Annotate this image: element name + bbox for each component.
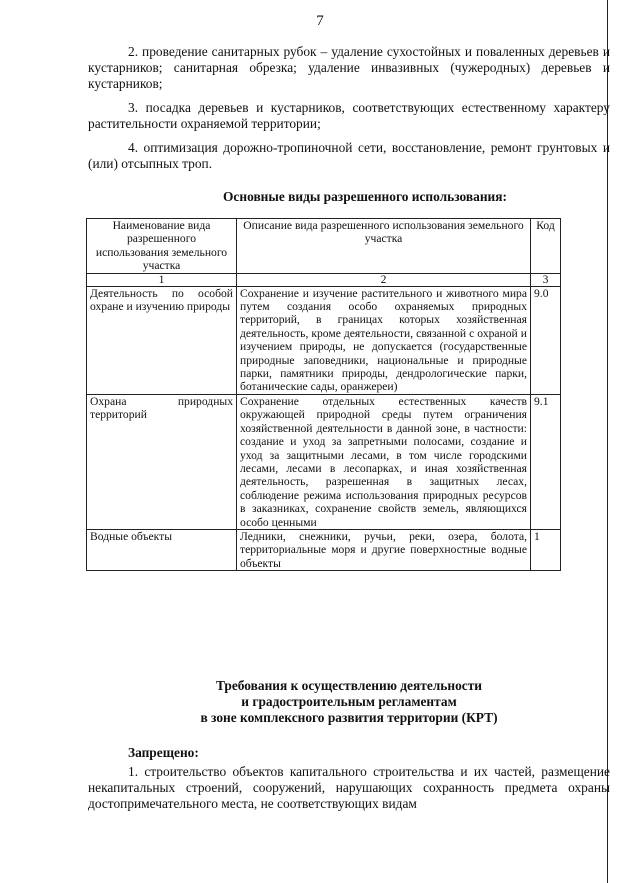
use-description-cell: Сохранение и изучение растительного и животного мира путем создания особо охраняемых природных территорий, в границах которых хозяйственная деятельность, кроме деятельности, связанной с охраной и изучением природы, не допускается (государственные природные заповедники, национальные и природные парки, памятники природы, дендрологические парки, ботанические сады, оранжереи) <box>237 286 531 394</box>
use-code-cell: 1 <box>531 529 561 570</box>
permitted-use-table <box>86 218 561 571</box>
table-header-row <box>87 219 561 274</box>
column-number: 1 <box>87 273 237 286</box>
column-number: 3 <box>531 273 561 286</box>
requirements-heading-line: в зоне комплексного развития территории (КРТ) <box>200 710 498 725</box>
forbidden-label: Запрещено: <box>128 745 199 760</box>
usage-heading: Основные виды разрешенного использования: <box>223 189 507 204</box>
paragraph-tree-planting: 3. посадка деревьев и кустарников, соответствующих естественному характеру растительности охраняемой территории; <box>88 100 610 131</box>
table-row <box>87 286 561 394</box>
column-number-row <box>87 273 561 286</box>
requirements-heading-line: и градостроительным регламентам <box>241 694 457 709</box>
use-name-cell: Водные объекты <box>87 529 237 570</box>
table-row <box>87 394 561 529</box>
use-description-cell: Сохранение отдельных естественных качеств окружающей природной среды путем ограничения хозяйственной деятельности в данной зоне, в частности: создание и уход за запретными полосами, создание и уход за защитными лесами, в том числе городскими лесами, лесами в лесопарках, и иная хозяйственная деятельность, разрешенная в защитных лесах, соблюдение режима использования природных ресурсов в заказниках, сохранение свойств земель, являющихся особо ценными <box>237 394 531 529</box>
use-name-cell: Охрана природных территорий <box>87 394 237 529</box>
paragraph-trail-network: 4. оптимизация дорожно-тропиночной сети, восстановление, ремонт грунтовых и (или) отсыпных троп. <box>88 140 610 171</box>
header-use-name: Наименование вида разрешенного использования земельного участка <box>87 219 237 274</box>
page-edge-line <box>607 0 608 883</box>
use-code-cell: 9.1 <box>531 394 561 529</box>
use-code-cell: 9.0 <box>531 286 561 394</box>
requirements-heading-line: Требования к осуществлению деятельности <box>215 678 483 693</box>
requirements-heading <box>88 678 610 726</box>
use-description-cell: Ледники, снежники, ручьи, реки, озера, болота, территориальные моря и другие поверхностные водные объекты <box>237 529 531 570</box>
column-number: 2 <box>237 273 531 286</box>
header-use-description: Описание вида разрешенного использования земельного участка <box>237 219 531 274</box>
page-number: 7 <box>316 13 324 29</box>
header-code: Код <box>531 219 561 274</box>
forbidden-paragraph: 1. строительство объектов капитального строительства и их частей, размещение некапитальных строений, сооружений, нарушающих сохранность предмета охраны достопримечательного места, не соответствующих видам <box>88 764 610 811</box>
paragraph-sanitary-felling: 2. проведение санитарных рубок – удаление сухостойных и поваленных деревьев и кустарников; санитарная обрезка; удаление инвазивных (чужеродных) деревьев и кустарников; <box>88 44 610 91</box>
table-row <box>87 529 561 570</box>
use-name-cell: Деятельность по особой охране и изучению природы <box>87 286 237 394</box>
